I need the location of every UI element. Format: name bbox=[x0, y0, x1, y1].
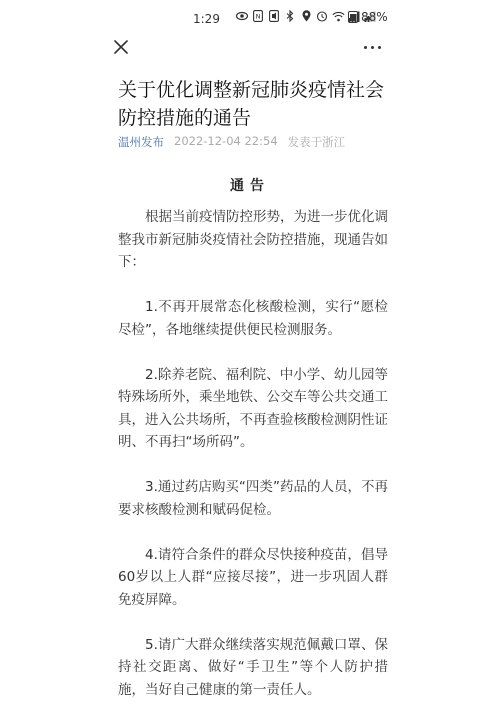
battery-icon bbox=[348, 11, 358, 23]
publish-date: 2022-12-04 22:54 bbox=[174, 134, 278, 148]
status-time: 1:29 bbox=[193, 12, 220, 26]
status-bar bbox=[0, 0, 500, 36]
wifi-icon bbox=[332, 10, 344, 22]
more-dot bbox=[364, 46, 367, 49]
article-title: 关于优化调整新冠肺炎疫情社会防控措施的通告 bbox=[118, 79, 385, 129]
paragraph: 3.通过药店购买“四类”药品的人员，不再要求核酸检测和赋码促检。 bbox=[118, 479, 388, 518]
paragraph: 1.不再开展常态化核酸检测，实行“愿检尽检”，各地继续提供便民检测服务。 bbox=[118, 299, 388, 338]
mute-icon bbox=[268, 10, 280, 22]
paragraph: 4.请符合条件的群众尽快接种疫苗，倡导60岁以上人群“应接尽接”，进一步巩固人群免疫屏障。 bbox=[118, 546, 388, 608]
more-dot bbox=[378, 46, 381, 49]
paragraph: 2.除养老院、福利院、中小学、幼儿园等特殊场所外，乘坐地铁、公交车等公共交通工具，进入公共场所，不再查验核酸检测阴性证明、不再扫“场所码”。 bbox=[118, 366, 388, 450]
location-icon bbox=[300, 10, 312, 22]
article-meta bbox=[118, 134, 345, 150]
author-link[interactable]: 温州发布 bbox=[118, 135, 164, 149]
alarm-icon bbox=[316, 10, 328, 22]
publish-location: 发表于浙江 bbox=[287, 135, 346, 149]
svg-text:N: N bbox=[255, 12, 261, 21]
more-dot bbox=[371, 46, 374, 49]
more-icon[interactable] bbox=[364, 43, 384, 51]
article-body bbox=[118, 206, 388, 724]
eye-icon bbox=[236, 10, 248, 22]
close-icon[interactable] bbox=[112, 38, 130, 56]
battery-indicator bbox=[348, 10, 388, 24]
bluetooth-icon bbox=[284, 10, 296, 22]
notice-heading: 通告 bbox=[230, 178, 270, 194]
nfc-icon bbox=[252, 10, 264, 22]
paragraph: 5.请广大群众继续落实规范佩戴口罩、保持社交距离、做好“手卫生”等个人防护措施，当好自己健康的第一责任人。 bbox=[118, 636, 388, 698]
battery-percent: 88% bbox=[361, 10, 388, 24]
paragraph: 根据当前疫情防控形势，为进一步优化调整我市新冠肺炎疫情社会防控措施，现通告如下： bbox=[118, 209, 388, 270]
